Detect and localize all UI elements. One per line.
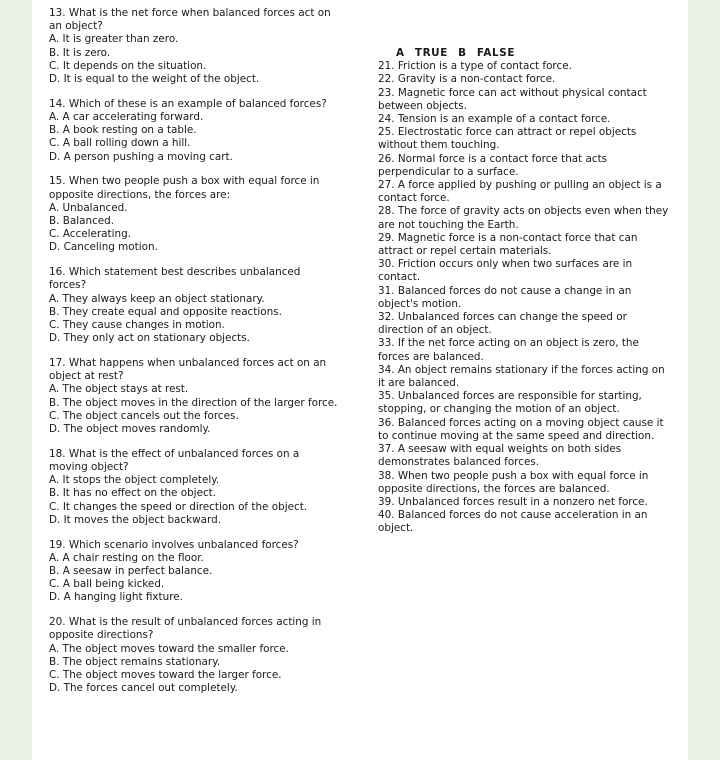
question-text: object at rest? (49, 370, 124, 383)
question-text: 15. When two people push a box with equal force in (49, 175, 320, 188)
header-false: FALSE (476, 47, 516, 59)
statement-line: 27. A force applied by pushing or pulling an object is a (378, 179, 662, 192)
statement-line: opposite directions, the forces are balanced. (378, 482, 610, 495)
statement-line: 31. Balanced forces do not cause a change in an (378, 284, 632, 297)
question-block (49, 175, 349, 254)
question-text: 19. Which scenario involves unbalanced forces? (49, 538, 299, 551)
true-false-header (396, 47, 674, 60)
multiple-choice-column (49, 7, 349, 707)
answer-option: B. The object remains stationary. (49, 655, 221, 668)
statement-line: 29. Magnetic force is a non-contact force that can (378, 231, 638, 244)
statement-line: 22. Gravity is a non-contact force. (378, 73, 556, 86)
answer-option: A. They always keep an object stationary. (49, 292, 265, 305)
statement-line: 34. An object remains stationary if the forces acting on (378, 363, 665, 376)
answer-option: C. It changes the speed or direction of the object. (49, 500, 308, 513)
answer-option: D. They only act on stationary objects. (49, 332, 250, 345)
statement-line: it are balanced. (378, 377, 460, 390)
statement-line: 37. A seesaw with equal weights on both sides (378, 443, 622, 456)
statement-line: object. (378, 522, 414, 535)
answer-option: C. They cause changes in motion. (49, 319, 225, 332)
statement-line: 39. Unbalanced forces result in a nonzero net force. (378, 495, 648, 508)
question-block (49, 357, 349, 436)
statement-line: without them touching. (378, 139, 500, 152)
statement-line: 25. Electrostatic force can attract or repel objects (378, 126, 637, 139)
answer-option: D. The object moves randomly. (49, 423, 211, 436)
header-b: B (458, 47, 467, 59)
answer-option: C. Accelerating. (49, 228, 131, 241)
statement-line: 32. Unbalanced forces can change the speed or (378, 311, 627, 324)
answer-option: A. A car accelerating forward. (49, 111, 204, 124)
question-text: opposite directions, the forces are: (49, 188, 231, 201)
header-true: TRUE (414, 47, 448, 59)
answer-option: D. It moves the object backward. (49, 513, 222, 526)
question-text: 14. Which of these is an example of balanced forces? (49, 97, 327, 110)
statement-line: demonstrates balanced forces. (378, 456, 540, 469)
true-false-statements (378, 60, 674, 535)
answer-option: C. It depends on the situation. (49, 59, 207, 72)
answer-option: A. It is greater than zero. (49, 33, 179, 46)
statement-line: 28. The force of gravity acts on objects even when they (378, 205, 669, 218)
answer-option: C. The object moves toward the larger force. (49, 669, 282, 682)
true-false-column (378, 7, 674, 536)
statement-line: direction of an object. (378, 324, 492, 337)
statement-line: are not touching the Earth. (378, 218, 519, 231)
question-text: 13. What is the net force when balanced forces act on (49, 7, 331, 19)
answer-option: D. It is equal to the weight of the object. (49, 73, 260, 86)
statement-line: 26. Normal force is a contact force that acts (378, 152, 608, 165)
answer-option: B. Balanced. (49, 215, 115, 228)
question-text: an object? (49, 20, 103, 33)
answer-option: A. The object moves toward the smaller force. (49, 642, 289, 655)
statement-line: 30. Friction occurs only when two surfaces are in (378, 258, 633, 271)
answer-option: A. Unbalanced. (49, 201, 128, 214)
answer-option: B. A book resting on a table. (49, 124, 197, 137)
question-block (49, 7, 349, 86)
statement-line: 23. Magnetic force can act without physical contact (378, 86, 647, 99)
answer-option: B. They create equal and opposite reactions. (49, 305, 282, 318)
answer-option: A. It stops the object completely. (49, 474, 220, 487)
question-block (49, 266, 349, 345)
answer-option: C. A ball rolling down a hill. (49, 137, 191, 150)
answer-option: D. Canceling motion. (49, 241, 158, 254)
answer-option: C. The object cancels out the forces. (49, 409, 239, 422)
question-block (49, 539, 349, 605)
question-text: forces? (49, 279, 87, 292)
answer-option: D. The forces cancel out completely. (49, 682, 238, 695)
statement-line: 35. Unbalanced forces are responsible for starting, (378, 390, 642, 403)
statement-line: contact force. (378, 192, 450, 205)
answer-option: C. A ball being kicked. (49, 578, 165, 591)
answer-option: D. A hanging light fixture. (49, 591, 183, 604)
answer-option: B. It is zero. (49, 46, 111, 59)
statement-line: stopping, or changing the motion of an object. (378, 403, 620, 416)
question-text: opposite directions? (49, 629, 154, 642)
statement-line: 24. Tension is an example of a contact force. (378, 113, 611, 126)
statement-line: to continue moving at the same speed and direction. (378, 429, 655, 442)
question-block (49, 616, 349, 695)
statement-line: 38. When two people push a box with equal force in (378, 469, 649, 482)
statement-line: perpendicular to a surface. (378, 165, 519, 178)
answer-option: A. A chair resting on the floor. (49, 551, 204, 564)
statement-line: contact. (378, 271, 421, 284)
worksheet-page (32, 0, 688, 760)
question-text: 20. What is the result of unbalanced forces acting in (49, 616, 322, 629)
statement-line: 33. If the net force acting on an object is zero, the (378, 337, 639, 350)
question-text: 16. Which statement best describes unbalanced (49, 266, 301, 279)
answer-option: D. A person pushing a moving cart. (49, 150, 233, 163)
statement-line: 21. Friction is a type of contact force. (378, 60, 572, 73)
statement-line: object's motion. (378, 297, 462, 310)
answer-option: B. It has no effect on the object. (49, 487, 217, 500)
answer-option: B. A seesaw in perfect balance. (49, 565, 213, 578)
header-a: A (396, 47, 405, 59)
question-text: 18. What is the effect of unbalanced forces on a (49, 447, 300, 460)
question-text: moving object? (49, 461, 129, 474)
statement-line: attract or repel certain materials. (378, 245, 552, 258)
statement-line: 36. Balanced forces acting on a moving object cause it (378, 416, 664, 429)
question-text: 17. What happens when unbalanced forces act on an (49, 357, 327, 370)
answer-option: A. The object stays at rest. (49, 383, 189, 396)
question-block (49, 98, 349, 164)
statement-line: between objects. (378, 99, 467, 112)
answer-option: B. The object moves in the direction of the larger force. (49, 396, 338, 409)
statement-line: 40. Balanced forces do not cause acceleration in an (378, 509, 648, 522)
statement-line: forces are balanced. (378, 350, 484, 363)
question-block (49, 448, 349, 527)
